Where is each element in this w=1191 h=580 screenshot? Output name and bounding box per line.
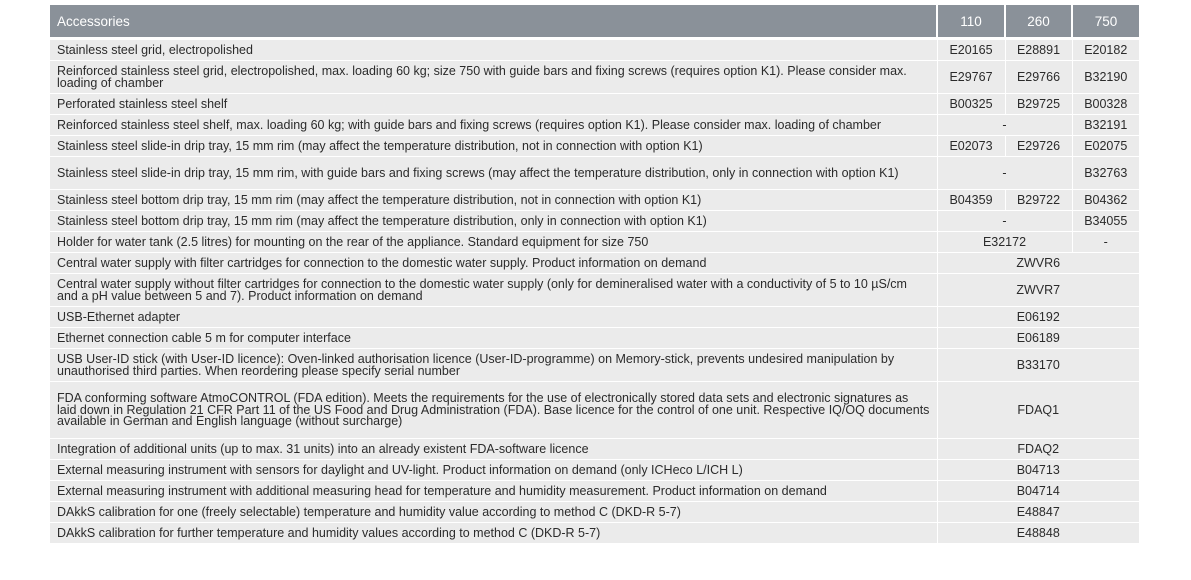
row-description: Stainless steel slide-in drip tray, 15 mm rim (may affect the temperature distribution, not in connection with option K1) <box>50 136 937 157</box>
cell-all-sizes: B04713 <box>937 460 1139 481</box>
cell-110: E20165 <box>937 39 1005 61</box>
cell-all-sizes: B04714 <box>937 481 1139 502</box>
cell-110-260: - <box>937 115 1072 136</box>
table-row <box>50 307 1139 328</box>
table-row <box>50 39 1139 61</box>
row-description: Stainless steel grid, electropolished <box>50 39 937 61</box>
cell-all-sizes: FDAQ1 <box>937 382 1139 439</box>
cell-750: B00328 <box>1072 94 1139 115</box>
row-description: Stainless steel bottom drip tray, 15 mm rim (may affect the temperature distribution, not in connection with option K1) <box>50 190 937 211</box>
table-row <box>50 439 1139 460</box>
row-description: Central water supply without filter cartridges for connection to the domestic water supply (only for demineralised water with a conductivity of 5 to 10 µS/cm and a pH value between 5 and 7). Product information on demand <box>50 274 937 307</box>
cell-all-sizes: ZWVR7 <box>937 274 1139 307</box>
row-description: Perforated stainless steel shelf <box>50 94 937 115</box>
row-description: Central water supply with filter cartridges for connection to the domestic water supply. Product information on demand <box>50 253 937 274</box>
row-description: DAkkS calibration for one (freely selectable) temperature and humidity value according to method C (DKD-R 5-7) <box>50 502 937 523</box>
table-row <box>50 115 1139 136</box>
cell-110-260: - <box>937 211 1072 232</box>
accessories-table <box>50 5 1139 544</box>
row-description: Stainless steel bottom drip tray, 15 mm rim (may affect the temperature distribution, only in connection with option K1) <box>50 211 937 232</box>
table-row <box>50 328 1139 349</box>
cell-110: E02073 <box>937 136 1005 157</box>
cell-750: B32190 <box>1072 61 1139 94</box>
row-description: Reinforced stainless steel shelf, max. loading 60 kg; with guide bars and fixing screws (requires option K1). Please consider max. loading of chamber <box>50 115 937 136</box>
cell-110: B00325 <box>937 94 1005 115</box>
cell-110-260: E32172 <box>937 232 1072 253</box>
row-description: Stainless steel slide-in drip tray, 15 mm rim, with guide bars and fixing screws (may affect the temperature distribution, only in connection with option K1) <box>50 157 937 190</box>
header-col-260: 260 <box>1005 5 1072 39</box>
table-row <box>50 349 1139 382</box>
table-row <box>50 61 1139 94</box>
row-description: USB-Ethernet adapter <box>50 307 937 328</box>
cell-750: E20182 <box>1072 39 1139 61</box>
cell-750: E02075 <box>1072 136 1139 157</box>
cell-all-sizes: FDAQ2 <box>937 439 1139 460</box>
cell-110-260: - <box>937 157 1072 190</box>
cell-all-sizes: E48847 <box>937 502 1139 523</box>
cell-750: B32763 <box>1072 157 1139 190</box>
cell-750: B32191 <box>1072 115 1139 136</box>
header-col-750: 750 <box>1072 5 1139 39</box>
table-row <box>50 232 1139 253</box>
cell-all-sizes: E48848 <box>937 523 1139 544</box>
cell-260: B29722 <box>1005 190 1072 211</box>
table-row <box>50 211 1139 232</box>
table-row <box>50 523 1139 544</box>
table-row <box>50 94 1139 115</box>
row-description: Reinforced stainless steel grid, electropolished, max. loading 60 kg; size 750 with guide bars and fixing screws (requires option K1). Please consider max. loading of chamber <box>50 61 937 94</box>
cell-260: B29725 <box>1005 94 1072 115</box>
cell-all-sizes: E06192 <box>937 307 1139 328</box>
header-accessories: Accessories <box>50 5 937 39</box>
row-description: External measuring instrument with additional measuring head for temperature and humidity measurement. Product information on demand <box>50 481 937 502</box>
row-description: FDA conforming software AtmoCONTROL (FDA edition). Meets the requirements for the use of electronically stored data sets and electronic signatures as laid down in Regulation 21 CFR Part 11 of the US Food and Drug Administration (FDA). Base licence for the control of one unit. Respective IQ/OQ documents available in German and English language (without surcharge) <box>50 382 937 439</box>
table-row <box>50 502 1139 523</box>
row-description: External measuring instrument with sensors for daylight and UV-light. Product information on demand (only ICHeco L/ICH L) <box>50 460 937 481</box>
header-col-110: 110 <box>937 5 1005 39</box>
cell-260: E29766 <box>1005 61 1072 94</box>
table-row <box>50 382 1139 439</box>
cell-110: B04359 <box>937 190 1005 211</box>
cell-all-sizes: E06189 <box>937 328 1139 349</box>
table-row <box>50 253 1139 274</box>
cell-750: - <box>1072 232 1139 253</box>
cell-260: E29726 <box>1005 136 1072 157</box>
cell-110: E29767 <box>937 61 1005 94</box>
cell-all-sizes: ZWVR6 <box>937 253 1139 274</box>
table-row <box>50 190 1139 211</box>
table-row <box>50 274 1139 307</box>
row-description: USB User-ID stick (with User-ID licence): Oven-linked authorisation licence (User-ID-programme) on Memory-stick, prevents undesired manipulation by unauthorised third parties. When reordering please specify serial number <box>50 349 937 382</box>
cell-750: B34055 <box>1072 211 1139 232</box>
table-row <box>50 481 1139 502</box>
table-row <box>50 136 1139 157</box>
cell-260: E28891 <box>1005 39 1072 61</box>
row-description: Integration of additional units (up to max. 31 units) into an already existent FDA-software licence <box>50 439 937 460</box>
table-row <box>50 157 1139 190</box>
row-description: Holder for water tank (2.5 litres) for mounting on the rear of the appliance. Standard equipment for size 750 <box>50 232 937 253</box>
cell-all-sizes: B33170 <box>937 349 1139 382</box>
row-description: DAkkS calibration for further temperature and humidity values according to method C (DKD-R 5-7) <box>50 523 937 544</box>
cell-750: B04362 <box>1072 190 1139 211</box>
row-description: Ethernet connection cable 5 m for computer interface <box>50 328 937 349</box>
table-header-row <box>50 5 1139 39</box>
table-row <box>50 460 1139 481</box>
